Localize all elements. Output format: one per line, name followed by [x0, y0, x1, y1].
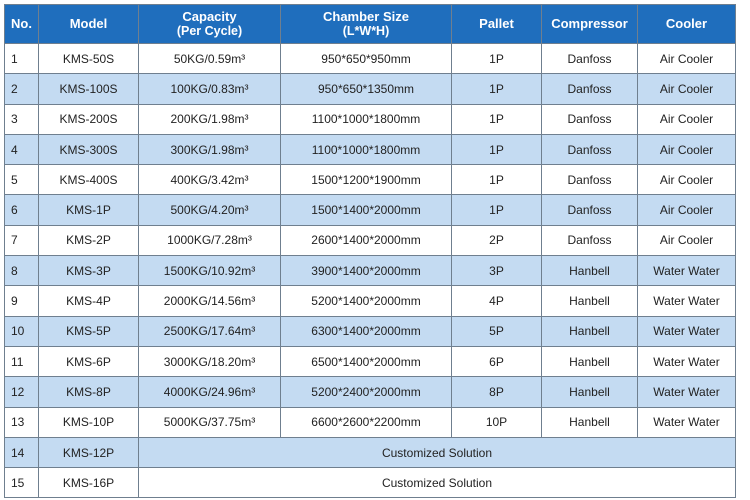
cell-compressor: Danfoss	[542, 104, 638, 134]
cell-no: 5	[5, 165, 39, 195]
cell-capacity: 300KG/1.98m³	[139, 134, 281, 164]
table-row	[5, 286, 736, 316]
cell-chamber-size: 5200*2400*2000mm	[281, 377, 452, 407]
table-row	[5, 346, 736, 376]
cell-no: 7	[5, 225, 39, 255]
cell-model: KMS-5P	[39, 316, 139, 346]
cell-cooler: Water Water	[638, 286, 736, 316]
cell-cooler: Air Cooler	[638, 195, 736, 225]
cell-capacity: 200KG/1.98m³	[139, 104, 281, 134]
cell-compressor: Hanbell	[542, 316, 638, 346]
table-row	[5, 195, 736, 225]
table-row	[5, 377, 736, 407]
cell-no: 1	[5, 44, 39, 74]
header-capacity-sub: (Per Cycle)	[176, 24, 243, 38]
cell-model: KMS-4P	[39, 286, 139, 316]
cell-no: 9	[5, 286, 39, 316]
table-row-custom	[5, 468, 736, 498]
table-header	[5, 5, 736, 44]
cell-capacity: 3000KG/18.20m³	[139, 346, 281, 376]
cell-compressor: Danfoss	[542, 44, 638, 74]
cell-capacity: 2000KG/14.56m³	[139, 286, 281, 316]
header-chamber-label: Chamber Size	[323, 9, 409, 24]
cell-capacity: 1500KG/10.92m³	[139, 256, 281, 286]
table-row	[5, 407, 736, 437]
cell-model: KMS-10P	[39, 407, 139, 437]
table-row	[5, 44, 736, 74]
header-capacity-label: Capacity	[182, 9, 237, 24]
cell-chamber-size: 5200*1400*2000mm	[281, 286, 452, 316]
cell-pallet: 2P	[452, 225, 542, 255]
cell-cooler: Air Cooler	[638, 225, 736, 255]
cell-chamber-size: 950*650*1350mm	[281, 74, 452, 104]
cell-model: KMS-16P	[39, 468, 139, 498]
cell-chamber-size: 6600*2600*2200mm	[281, 407, 452, 437]
cell-model: KMS-50S	[39, 44, 139, 74]
cell-capacity: 4000KG/24.96m³	[139, 377, 281, 407]
cell-capacity: 50KG/0.59m³	[139, 44, 281, 74]
table-row	[5, 104, 736, 134]
header-chamber-sub: (L*W*H)	[342, 24, 390, 38]
cell-cooler: Air Cooler	[638, 165, 736, 195]
header-model: Model	[39, 5, 139, 44]
cell-pallet: 1P	[452, 104, 542, 134]
cell-cooler: Water Water	[638, 316, 736, 346]
cell-compressor: Hanbell	[542, 286, 638, 316]
cell-chamber-size: 1100*1000*1800mm	[281, 134, 452, 164]
header-cooler: Cooler	[638, 5, 736, 44]
cell-capacity: 2500KG/17.64m³	[139, 316, 281, 346]
header-row	[5, 5, 736, 44]
cell-model: KMS-200S	[39, 104, 139, 134]
cell-no: 14	[5, 437, 39, 467]
cell-cooler: Air Cooler	[638, 74, 736, 104]
cell-no: 2	[5, 74, 39, 104]
cell-pallet: 1P	[452, 134, 542, 164]
cell-no: 3	[5, 104, 39, 134]
table-row	[5, 225, 736, 255]
table-row	[5, 256, 736, 286]
header-pallet: Pallet	[452, 5, 542, 44]
cell-capacity: 1000KG/7.28m³	[139, 225, 281, 255]
cell-compressor: Danfoss	[542, 74, 638, 104]
cell-capacity: 100KG/0.83m³	[139, 74, 281, 104]
cell-model: KMS-2P	[39, 225, 139, 255]
cell-pallet: 1P	[452, 44, 542, 74]
table-row	[5, 165, 736, 195]
cell-chamber-size: 1500*1400*2000mm	[281, 195, 452, 225]
cell-chamber-size: 950*650*950mm	[281, 44, 452, 74]
cell-pallet: 6P	[452, 346, 542, 376]
cell-no: 8	[5, 256, 39, 286]
cell-model: KMS-100S	[39, 74, 139, 104]
cell-compressor: Danfoss	[542, 165, 638, 195]
cell-cooler: Air Cooler	[638, 104, 736, 134]
cell-no: 10	[5, 316, 39, 346]
cell-pallet: 8P	[452, 377, 542, 407]
cell-pallet: 4P	[452, 286, 542, 316]
cell-model: KMS-6P	[39, 346, 139, 376]
cell-pallet: 1P	[452, 165, 542, 195]
header-chamber-size	[281, 5, 452, 44]
cell-pallet: 5P	[452, 316, 542, 346]
cell-cooler: Air Cooler	[638, 134, 736, 164]
header-compressor: Compressor	[542, 5, 638, 44]
cell-customized-solution: Customized Solution	[139, 437, 736, 467]
cell-capacity: 500KG/4.20m³	[139, 195, 281, 225]
cell-model: KMS-1P	[39, 195, 139, 225]
cell-compressor: Hanbell	[542, 256, 638, 286]
header-capacity	[139, 5, 281, 44]
cell-chamber-size: 6500*1400*2000mm	[281, 346, 452, 376]
cell-model: KMS-400S	[39, 165, 139, 195]
cell-chamber-size: 3900*1400*2000mm	[281, 256, 452, 286]
cell-model: KMS-8P	[39, 377, 139, 407]
cell-no: 6	[5, 195, 39, 225]
cell-pallet: 10P	[452, 407, 542, 437]
cell-cooler: Air Cooler	[638, 44, 736, 74]
table-body	[5, 44, 736, 498]
cell-pallet: 3P	[452, 256, 542, 286]
cell-chamber-size: 2600*1400*2000mm	[281, 225, 452, 255]
cell-compressor: Hanbell	[542, 377, 638, 407]
spec-table-container	[4, 4, 736, 498]
cell-model: KMS-3P	[39, 256, 139, 286]
cell-compressor: Danfoss	[542, 225, 638, 255]
spec-table	[4, 4, 736, 498]
table-row	[5, 316, 736, 346]
header-no: No.	[5, 5, 39, 44]
cell-no: 15	[5, 468, 39, 498]
cell-pallet: 1P	[452, 74, 542, 104]
cell-chamber-size: 1500*1200*1900mm	[281, 165, 452, 195]
cell-no: 13	[5, 407, 39, 437]
cell-model: KMS-12P	[39, 437, 139, 467]
cell-compressor: Hanbell	[542, 407, 638, 437]
cell-model: KMS-300S	[39, 134, 139, 164]
cell-chamber-size: 1100*1000*1800mm	[281, 104, 452, 134]
cell-cooler: Water Water	[638, 407, 736, 437]
cell-no: 12	[5, 377, 39, 407]
cell-no: 11	[5, 346, 39, 376]
cell-cooler: Water Water	[638, 346, 736, 376]
cell-compressor: Danfoss	[542, 195, 638, 225]
cell-cooler: Water Water	[638, 256, 736, 286]
cell-compressor: Hanbell	[542, 346, 638, 376]
table-row	[5, 74, 736, 104]
cell-no: 4	[5, 134, 39, 164]
cell-capacity: 5000KG/37.75m³	[139, 407, 281, 437]
cell-cooler: Water Water	[638, 377, 736, 407]
cell-chamber-size: 6300*1400*2000mm	[281, 316, 452, 346]
cell-compressor: Danfoss	[542, 134, 638, 164]
table-row	[5, 134, 736, 164]
cell-pallet: 1P	[452, 195, 542, 225]
cell-capacity: 400KG/3.42m³	[139, 165, 281, 195]
table-row-custom	[5, 437, 736, 467]
cell-customized-solution: Customized Solution	[139, 468, 736, 498]
